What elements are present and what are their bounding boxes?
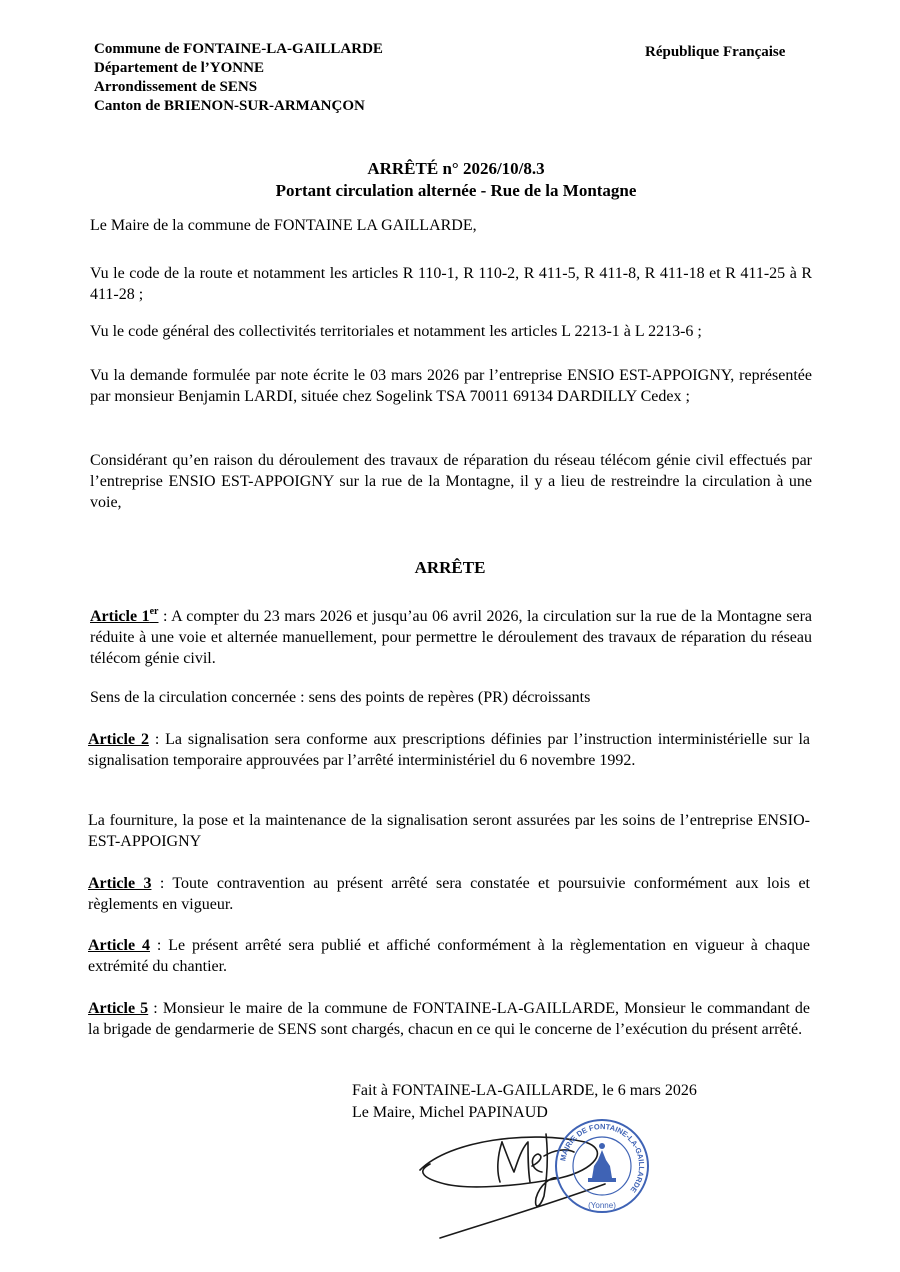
article-5-label: Article 5 — [88, 1000, 149, 1017]
commune-header — [94, 40, 383, 116]
vu-code-route: Vu le code de la route et notamment les articles R 110-1, R 110-2, R 411-5, R 411-8, R 411-18 et R 411-25 à R 411-28 ; — [90, 265, 812, 303]
article-4 — [88, 935, 810, 977]
arrete-number: ARRÊTÉ n° 2026/10/8.3 — [367, 159, 545, 178]
svg-text:MAIRIE DE FONTAINE-LA-GAILLARD: MAIRIE DE FONTAINE-LA-GAILLARDE — [558, 1121, 647, 1195]
header-departement-line: Département de l’YONNE — [94, 60, 264, 76]
arrete-heading: ARRÊTE — [414, 558, 486, 577]
article-1-sens: Sens de la circulation concernée : sens des points de repères (PR) décroissants — [90, 689, 591, 706]
considerant: Considérant qu’en raison du déroulement des travaux de réparation du réseau télécom génie civil effectués par l’entreprise ENSIO EST-APPOIGNY sur la rue de la Montagne, il y a lieu de restreindre la circulation à une voie, — [90, 452, 812, 511]
article-2-fourniture: La fourniture, la pose et la maintenance de la signalisation seront assurées par les soins de l’entreprise ENSIO-EST-APPOIGNY — [88, 812, 810, 850]
article-4-label: Article 4 — [88, 937, 150, 954]
article-2-text: : La signalisation sera conforme aux prescriptions définies par l’instruction interministérielle sur la signalisation temporaire approuvées par l’arrêté interministériel du 6 novembre 1992. — [88, 731, 811, 769]
signer-name: Le Maire, Michel PAPINAUD — [352, 1104, 548, 1121]
article-3 — [88, 873, 810, 915]
article-3-text: : Toute contravention au présent arrêté sera constatée et poursuivie conformément aux lois et règlements en vigueur. — [88, 875, 811, 913]
document-title — [0, 158, 900, 202]
article-1-label: Article 1er — [90, 606, 159, 625]
article-2-label: Article 2 — [88, 731, 149, 748]
mayor-intro: Le Maire de la commune de FONTAINE LA GAILLARDE, — [90, 217, 477, 234]
article-2 — [88, 729, 810, 771]
mairie-stamp — [552, 1116, 652, 1216]
article-5 — [88, 998, 810, 1040]
article-3-label: Article 3 — [88, 875, 152, 892]
header-canton-line: Canton de BRIENON-SUR-ARMANÇON — [94, 98, 365, 114]
article-4-text: : Le présent arrêté sera publié et affiché conformément à la règlementation en vigueur à chaque extrémité du chantier. — [88, 937, 810, 975]
republique-header: République Française — [645, 44, 786, 60]
article-5-text: : Monsieur le maire de la commune de FONTAINE-LA-GAILLARDE, Monsieur le commandant de la brigade de gendarmerie de SENS sont chargés, chacun en ce qui le concerne de l’exécution du présent arrêté. — [88, 1000, 811, 1038]
article-1 — [90, 606, 812, 669]
header-commune-line: Commune de FONTAINE-LA-GAILLARDE — [94, 41, 383, 57]
vu-demande: Vu la demande formulée par note écrite le 03 mars 2026 par l’entreprise ENSIO EST-APPOIGNY, représentée par monsieur Benjamin LARDI, située chez Sogelink TSA 70011 69134 DARDILLY Cedex ; — [90, 367, 812, 405]
vu-code-collectivites: Vu le code général des collectivités territoriales et notamment les articles L 2213-1 à L 2213-6 ; — [90, 323, 702, 340]
article-1-text: : A compter du 23 mars 2026 et jusqu’au 06 avril 2026, la circulation sur la rue de la Montagne sera réduite à une voie et alternée manuellement, pour permettre le déroulement des travaux de réparation du réseau télécom génie civil. — [90, 608, 813, 667]
place-date: Fait à FONTAINE-LA-GAILLARDE, le 6 mars 2026 — [352, 1082, 697, 1099]
header-arrondissement-line: Arrondissement de SENS — [94, 79, 258, 95]
svg-text:(Yonne): (Yonne) — [588, 1201, 616, 1210]
arrete-subject: Portant circulation alternée - Rue de la Montagne — [275, 181, 637, 200]
